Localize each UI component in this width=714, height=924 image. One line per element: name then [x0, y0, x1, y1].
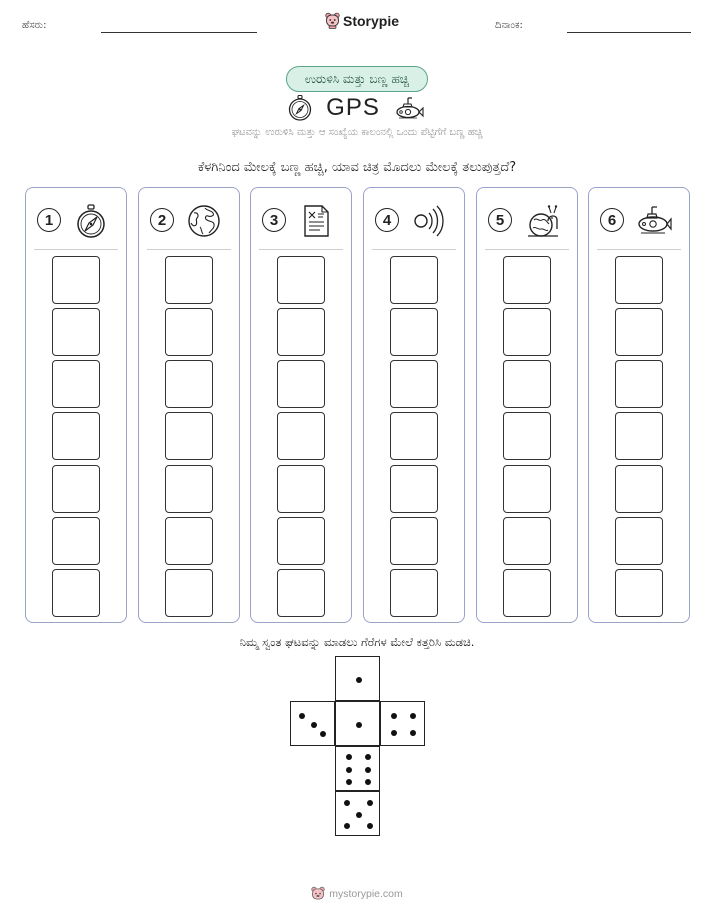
color-box[interactable] — [277, 308, 325, 356]
column-3 — [250, 187, 352, 623]
column-divider — [597, 249, 681, 250]
dice-pip — [346, 779, 352, 785]
column-header — [251, 188, 351, 250]
cut-instruction: ನಿಮ್ಮ ಸ್ವಂತ ಘಟವನ್ನು ಮಾಡಲು ಗೆರೆಗಳ ಮೇಲೆ ಕತ್ತರಿಸಿ ಮಡಚಿ. — [239, 635, 475, 649]
dice-pip — [344, 800, 350, 806]
dice-pip — [344, 823, 350, 829]
dice-pip — [356, 722, 362, 728]
color-box[interactable] — [52, 569, 100, 617]
dice-face-6 — [335, 746, 380, 791]
dice-pip — [311, 722, 317, 728]
page-title: GPS — [326, 94, 380, 121]
color-box[interactable] — [615, 360, 663, 408]
column-divider — [147, 249, 231, 250]
dice-face-4 — [380, 701, 425, 746]
color-box[interactable] — [503, 465, 551, 513]
color-box[interactable] — [277, 360, 325, 408]
dice-pip — [367, 800, 373, 806]
color-box[interactable] — [390, 360, 438, 408]
column-2 — [138, 187, 240, 623]
question-text: ಕೆಳಗಿನಿಂದ ಮೇಲಕ್ಕೆ ಬಣ್ಣ ಹಚ್ಚಿ, ಯಾವ ಚಿತ್ರ ಮೊದಲು ಮೇಲಕ್ಕೆ ತಲುಪುತ್ತದೆ? — [197, 160, 517, 175]
color-box[interactable] — [390, 569, 438, 617]
column-header — [364, 188, 464, 250]
dice-pip — [346, 754, 352, 760]
column-5 — [476, 187, 578, 623]
color-box[interactable] — [615, 308, 663, 356]
dice-face-1 — [335, 656, 380, 701]
compass-icon — [288, 95, 312, 121]
brand-name: Storypie — [343, 12, 400, 29]
color-box[interactable] — [390, 517, 438, 565]
column-number: 5 — [488, 208, 512, 232]
column-divider — [485, 249, 569, 250]
color-box[interactable] — [165, 308, 213, 356]
column-header — [26, 188, 126, 250]
color-box[interactable] — [277, 256, 325, 304]
color-box[interactable] — [277, 569, 325, 617]
color-box[interactable] — [503, 517, 551, 565]
column-number: 6 — [600, 208, 624, 232]
instructions-text: ಘಟವನ್ನು ಉರುಳಿಸಿ ಮತ್ತು ಆ ಸಂಖ್ಯೆಯ ಕಾಲಂನಲ್ಲಿ ಒಂದು ಪೆಟ್ಟಿಗೆಗೆ ಬಣ್ಣ ಹಚ್ಚಿ — [231, 127, 483, 138]
column-divider — [259, 249, 343, 250]
color-box[interactable] — [52, 412, 100, 460]
dice-pip — [356, 677, 362, 683]
color-box[interactable] — [390, 465, 438, 513]
snail-icon — [524, 203, 560, 239]
column-header — [589, 188, 689, 250]
color-box[interactable] — [52, 308, 100, 356]
column-number: 3 — [262, 208, 286, 232]
color-box[interactable] — [615, 465, 663, 513]
color-box[interactable] — [165, 256, 213, 304]
column-4 — [363, 187, 465, 623]
dice-face-1 — [335, 701, 380, 746]
color-box[interactable] — [165, 465, 213, 513]
date-field[interactable] — [567, 32, 691, 33]
dice-pip — [367, 823, 373, 829]
color-box[interactable] — [503, 412, 551, 460]
color-box[interactable] — [503, 360, 551, 408]
color-box[interactable] — [165, 569, 213, 617]
submarine-icon — [636, 203, 672, 239]
color-box[interactable] — [52, 360, 100, 408]
color-box[interactable] — [615, 412, 663, 460]
color-box[interactable] — [52, 465, 100, 513]
color-box[interactable] — [52, 256, 100, 304]
dice-pip — [410, 730, 416, 736]
name-label: ಹೆಸರು: — [22, 20, 47, 31]
dice-pip — [410, 713, 416, 719]
column-header — [139, 188, 239, 250]
dice-pip — [320, 731, 326, 737]
column-number: 1 — [37, 208, 61, 232]
dice-pip — [391, 730, 397, 736]
column-number: 2 — [150, 208, 174, 232]
color-box[interactable] — [165, 360, 213, 408]
dice-pip — [391, 713, 397, 719]
color-box[interactable] — [615, 256, 663, 304]
color-box[interactable] — [52, 517, 100, 565]
brand-logo — [325, 12, 399, 29]
column-number: 4 — [375, 208, 399, 232]
color-box[interactable] — [615, 569, 663, 617]
dice-pip — [299, 713, 305, 719]
title-row — [0, 93, 714, 123]
color-box[interactable] — [277, 412, 325, 460]
color-box[interactable] — [390, 256, 438, 304]
document-icon — [298, 203, 334, 239]
color-box[interactable] — [503, 256, 551, 304]
column-divider — [34, 249, 118, 250]
color-box[interactable] — [615, 517, 663, 565]
dice-face-3 — [290, 701, 335, 746]
footer — [0, 886, 714, 902]
column-6 — [588, 187, 690, 623]
globe-icon — [186, 203, 222, 239]
dice-pip — [365, 754, 371, 760]
color-box[interactable] — [277, 517, 325, 565]
storypie-mascot-icon — [325, 12, 340, 29]
color-box[interactable] — [503, 308, 551, 356]
color-box[interactable] — [503, 569, 551, 617]
submarine-icon — [394, 96, 426, 120]
dice-face-5 — [335, 791, 380, 836]
storypie-mascot-icon — [311, 886, 325, 902]
date-label: ದಿನಾಂಕ: — [495, 20, 523, 31]
compass-icon — [73, 203, 109, 239]
dice-pip — [346, 767, 352, 773]
activity-badge: ಉರುಳಿಸಿ ಮತ್ತು ಬಣ್ಣ ಹಚ್ಚಿ — [286, 66, 428, 92]
column-header — [477, 188, 577, 250]
name-field[interactable] — [101, 32, 257, 33]
dice-pip — [365, 767, 371, 773]
color-box[interactable] — [390, 412, 438, 460]
color-box[interactable] — [390, 308, 438, 356]
color-box[interactable] — [165, 412, 213, 460]
dice-pip — [365, 779, 371, 785]
color-box[interactable] — [277, 465, 325, 513]
dice-pip — [356, 812, 362, 818]
color-box[interactable] — [165, 517, 213, 565]
footer-url[interactable]: mystorypie.com — [329, 888, 403, 900]
column-1 — [25, 187, 127, 623]
signal-waves-icon — [411, 203, 447, 239]
column-divider — [372, 249, 456, 250]
